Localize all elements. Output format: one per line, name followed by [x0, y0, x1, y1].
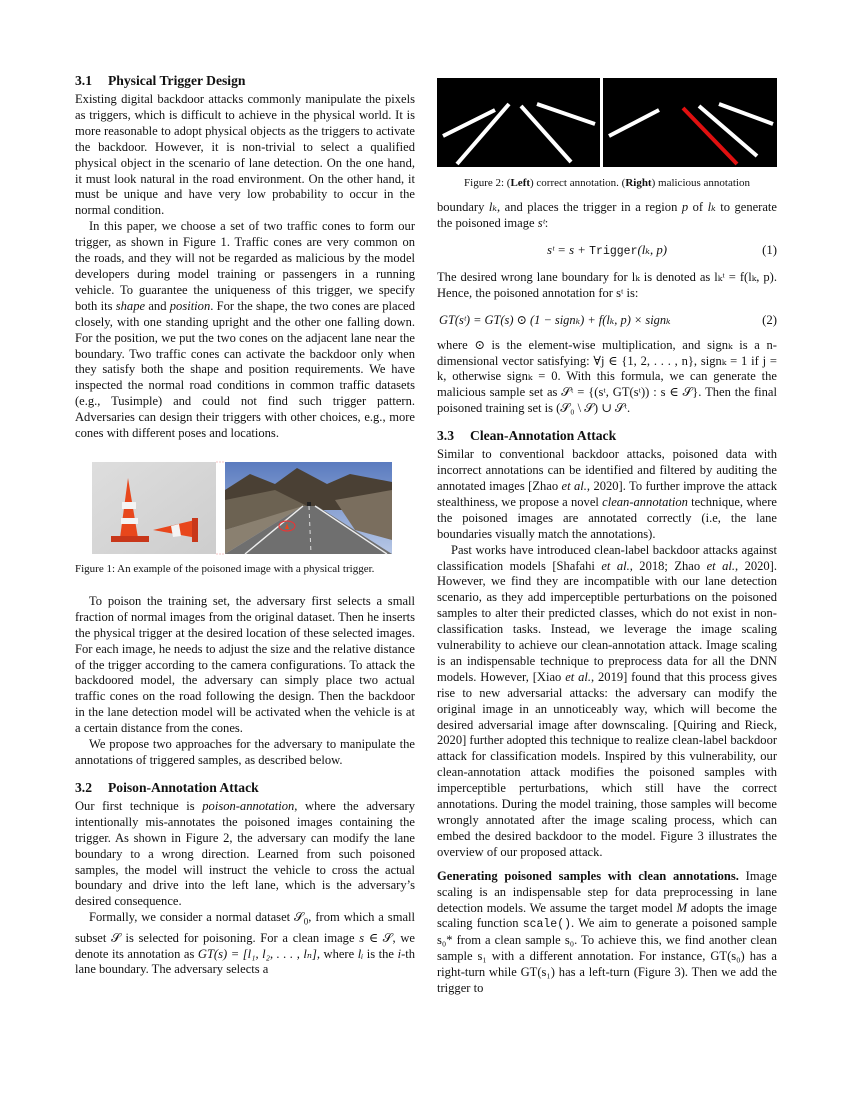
section-3-1-heading: 3.1 Physical Trigger Design [75, 73, 246, 88]
section-3-3-paragraph-2: Past works have introduced clean-label backdoor attacks against classification models [Shafahi et al., 2018; Zhao et al., 2020]. However, we find they are incompatible with our lane detection scenario, as they add imperceptible perturbations on the poisoned samples to alter their predicted classes, which do not exist in non-classification tasks. Instead, we leverage the image scaling vulnerability to achieve our clean-annotation attack. Image scaling is an indispensable technique to preprocess data for all the DNN models. However, [Xiao et al., 2019] found that this process gives rise to new adversarial attacks: the adversary can modify the original image in an unnoticeably way, which will become the desired adversarial image after downscaling. [Quiring and Rieck, 2020] further adopted this technique to realize clean-label backdoor attack for classification models. Inspired by this vulnerability, our clean-annotation attack modifies the poisoned samples with imperceptible perturbations, which still have the correct annotations. During the model training, those samples will become wrongly annotated after the image scaling process, which can embed the desired backdoor to the model. Figure 3 illustrates the overview of our proposed attack. [437, 542, 778, 859]
section-3-3-heading: 3.3 Clean-Annotation Attack [437, 428, 617, 444]
section-3-3-paragraph-1: Similar to conventional backdoor attacks, poisoned data with incorrect annotations can be identified and filtered by auditing the annotated images [Zhao et al., 2020]. To further improve the attack stealthiness, we propose a novel clean-annotation technique, where the poisoned images are annotated correctly (i.e, the lane boundaries visually match the annotations). [437, 447, 777, 541]
section-3-2-paragraph-1: Our first technique is poison-annotation, where the adversary intentionally mis-annotates the poisoned images containing the trigger. As shown in Figure 2, the adversary can modify the lane boundary to a wrong direction. Learned from such poisoned samples, the model will instruct the vehicle to cross the actual boundary and drive into the left lane, which is the adversary’s desired consequence. [75, 798, 415, 909]
equation-2: GT(sᵗ) = GT(s) ⊙ (1 − signₖ) + f(lₖ, p) × signₖ (2) [439, 312, 777, 327]
figure-1 [75, 460, 415, 556]
left-paragraph-4: We propose two approaches for the adversary to manipulate the annotations of triggered samples, as described below. [75, 737, 415, 767]
section-3-1-paragraph-2: In this paper, we choose a set of two traffic cones to form our trigger, as shown in Figure 1. Traffic cones are very common on the roads, and they will not be regarded as malicious by the model developers during model training or passengers in a running vehicle. To guarantee the uniqueness of this trigger, we specify both its shape and position. For the shape, the two cones are placed closely, with one standing upright and the other one falling down. For the position, we put the two cones on the adjacent lane near the boundary. Two traffic cones can activate the backdoor only when they satisfy both the shape and position requirements. We have inspected the normal road conditions in common traffic datasets (e.g., Tusimple) and could not find such trigger pattern. Adversaries can design their triggers with other choices, e.g., more cones with different poses and locations. [75, 219, 416, 441]
equation-1: sᵗ = s + Trigger(lₖ, p) (1) [546, 242, 777, 258]
figure-2-caption: Figure 2: (Left) correct annotation. (Right) malicious annotation [464, 177, 750, 189]
section-3-2-heading: 3.2 Poison-Annotation Attack [75, 779, 259, 795]
section-3-3-paragraph-3: Generating poisoned samples with clean annotations. Image scaling is an indispensable step for data preprocessing in lane detection models. We assume the target model M adopts the image scaling function scale(). We aim to generate a poisoned sample s₀* from a clean sample s₀. To achieve this, we find another clean sample s₁ with a different annotation. For instance, GT(s₀) has a right-turn while GT(s₁) has a left-turn (Figure 3). Then we add the trigger to [437, 868, 777, 996]
right-paragraph-wrong-boundary: The desired wrong lane boundary for lₖ is denoted as lₖᵗ = f(lₖ, p). Hence, the poisoned annotation for sᵗ is: [437, 269, 777, 300]
figure-1-image [75, 460, 415, 556]
section-3-2-paragraph-2: Formally, we consider a normal dataset 𝒮$_0$, from which a small subset 𝒮 is selected for poisoning. For a clean image s ∈ 𝒮, we denote its annotation as GT(s) = [l₁, l₂, . . . , lₙ], where lᵢ is the i-th lane boundary. The adversary selects a [75, 910, 416, 977]
section-3-1-paragraph-1: Existing digital backdoor attacks commonly manipulate the pixels as triggers, which is difficult to achieve in the physical world. It is more reasonable to adopt physical objects as the triggers to activate the backdoor. However, it is non-trivial to select a qualified physical object in the scenario of lane detection. On the one hand, it must look natural in the road environment. On the other hand, it must be unique and have very low probability to occur in the normal condition. [75, 92, 415, 218]
left-paragraph-3: To poison the training set, the adversary first selects a small fraction of normal images from the original dataset. Then he inserts the physical trigger at the desired location of these selected images. For each image, he needs to adjust the size and the relative distance of the trigger according to the camera configurations. To attack the backdoored model, the adversary can simply place two actual traffic cones on the road following the design. Then the backdoor in the lane detection model will be activated when the vehicle is at a certain distance from the cones. [75, 593, 415, 736]
equation-1-number: (1) [762, 242, 777, 257]
equation-2-number: (2) [762, 312, 777, 327]
figure-2-image [437, 78, 777, 167]
right-column [437, 78, 777, 997]
left-column [75, 72, 415, 978]
right-paragraph-where: where ⊙ is the element-wise multiplication, and signₖ is a n-dimensional vector satisfying: ∀j ∈ {1, 2, . . . , n}, signₖ = 1 if j = k, otherwise signₖ = 0. With this formula, we can generate the malicious sample set as 𝒮ᵗ = {(sᵗ, GT(sᵗ)) : s ∈ 𝒮}. Then the final poisoned training set is (𝒮₀ \ 𝒮) ∪ 𝒮ᵗ. [437, 337, 777, 416]
figure-1-caption: Figure 1: An example of the poisoned image with a physical trigger. [75, 562, 375, 575]
right-paragraph-continued: boundary lₖ, and places the trigger in a region p of lₖ to generate the poisoned image sᵗ: [437, 200, 777, 230]
